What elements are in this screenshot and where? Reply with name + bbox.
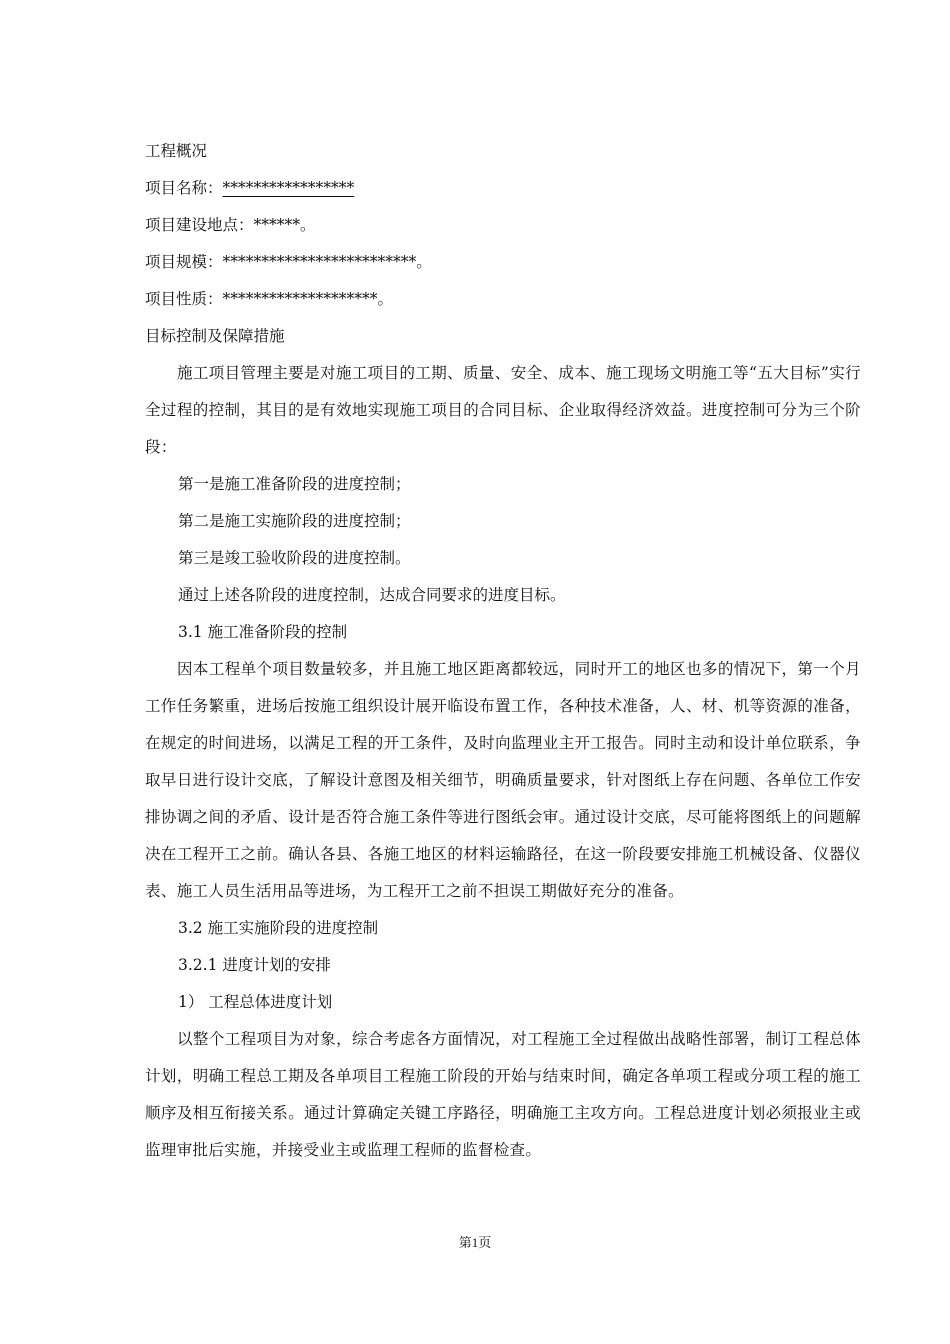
stage-3-line: 第三是竣工验收阶段的进度控制。 — [178, 549, 411, 567]
project-name-line — [145, 170, 861, 207]
project-location: 项目建设地点：******。 — [145, 216, 316, 234]
stage-2-line: 第二是施工实施阶段的进度控制； — [178, 512, 411, 530]
target-intro-paragraph: 施工项目管理主要是对施工项目的工期、质量、安全、成本、施工现场文明施工等“五大目标”实行全过程的控制，其目的是有效地实现施工项目的合同目标、企业取得经济效益。进度控制可分为三个阶段： — [145, 364, 861, 456]
section-3-1-heading: 3.1 施工准备阶段的控制 — [178, 623, 348, 641]
project-scale: 项目规模：*************************。 — [145, 253, 432, 271]
section-3-2-1-heading: 3.2.1 进度计划的安排 — [178, 956, 331, 974]
target-summary-line: 通过上述各阶段的进度控制，达成合同要求的进度目标。 — [178, 586, 566, 604]
section-3-1-paragraph: 因本工程单个项目数量较多，并且施工地区距离都较远，同时开工的地区也多的情况下，第一个月工作任务繁重，进场后按施工组织设计展开临设布置工作，各种技术准备，人、材、机等资源的准备，在规定的时间进场，以满足工程的开工条件，及时向监理业主开工报告。同时主动和设计单位联系，争取早日进行设计交底，了解设计意图及相关细节，明确质量要求，针对图纸上存在问题、各单位工作安排协调之间的矛盾、设计是否符合施工条件等进行图纸会审。通过设计交底，尽可能将图纸上的问题解决在工程开工之前。确认各县、各施工地区的材料运输路径，在这一阶段要安排施工机械设备、仪器仪表、施工人员生活用品等进场，为工程开工之前不担误工期做好充分的准备。 — [145, 660, 861, 900]
section-3-2-heading: 3.2 施工实施阶段的进度控制 — [178, 919, 379, 937]
project-nature: 项目性质：********************。 — [145, 290, 394, 308]
project-name-label: 项目名称： — [145, 179, 223, 197]
stage-1-line: 第一是施工准备阶段的进度控制； — [178, 475, 411, 493]
page-number: 第1页 — [458, 1235, 492, 1250]
target-heading: 目标控制及保障措施 — [145, 327, 285, 345]
overall-schedule-paragraph: 以整个工程项目为对象，综合考虑各方面情况，对工程施工全过程做出战略性部署，制订工程总体计划，明确工程总工期及各单项目工程施工阶段的开始与结束时间，确定各单项工程或分项工程的施工顺序及相互衔接关系。通过计算确定关键工序路径，明确施工主攻方向。工程总进度计划必须报业主或监理审批后实施，并接受业主或监理工程师的监督检查。 — [145, 1030, 861, 1159]
document-body — [145, 133, 861, 1169]
project-name-value: ***************** — [222, 179, 355, 197]
overall-schedule-heading: 1） 工程总体进度计划 — [178, 993, 333, 1011]
overview-heading: 工程概况 — [145, 142, 208, 160]
